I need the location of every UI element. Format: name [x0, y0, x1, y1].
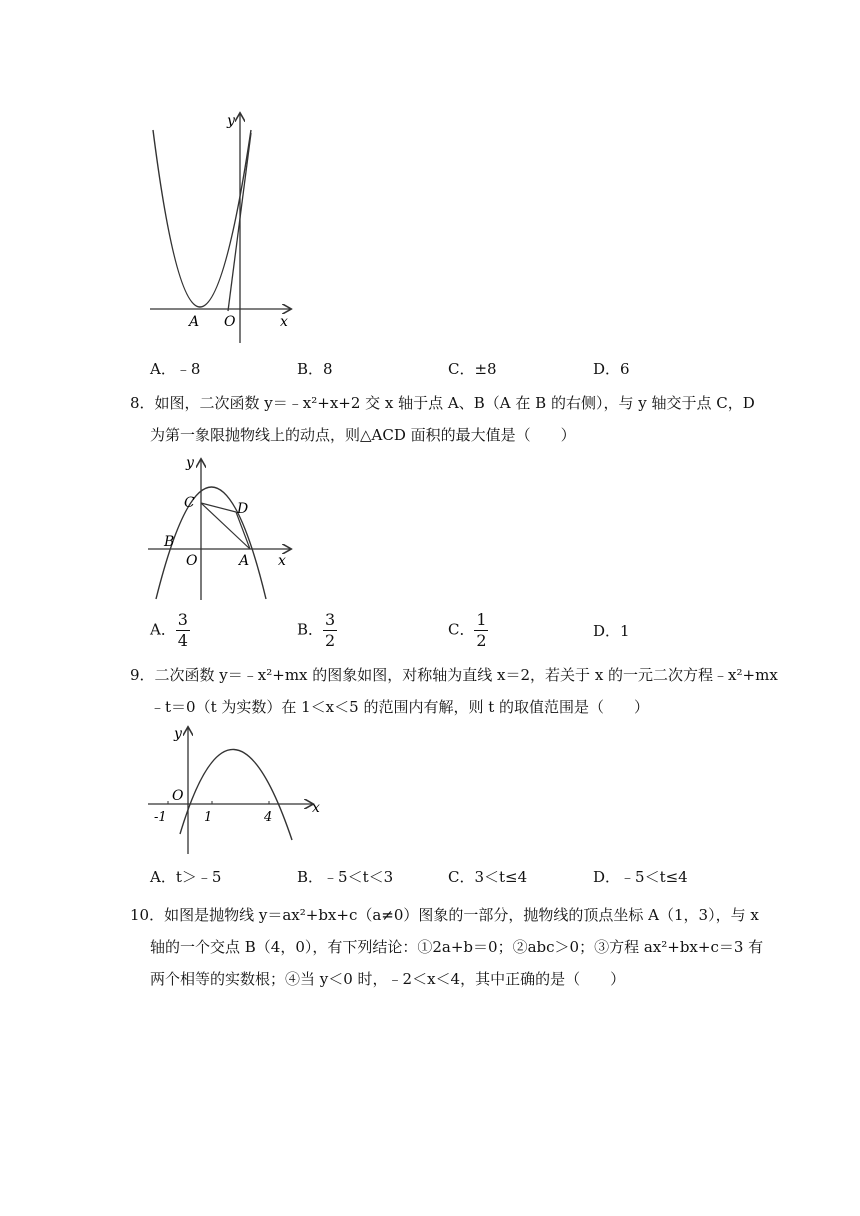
q7-point-a-label: A [189, 314, 200, 330]
q8-point-d-label: D [237, 501, 249, 517]
q8-origin-label: O [186, 553, 198, 569]
q9-y-label: y [174, 726, 182, 742]
q9-tick-4-label: 4 [264, 810, 273, 825]
q7-option-b: B．8 [297, 360, 333, 378]
q8-stem-line1: 8．如图，二次函数 y＝﹣x²+x+2 交 x 轴于点 A、B（A 在 B 的右侧），与 y 轴交于点 C，D [130, 394, 755, 412]
q8-segment-da [236, 512, 250, 549]
q8-point-a-label: A [239, 553, 250, 569]
q8-x-label: x [278, 553, 286, 569]
q8-point-c-label: C [184, 495, 195, 511]
q10-stem-line2: 轴的一个交点 B（4，0），有下列结论：①2a+b＝0；②abc＞0；③方程 ax²+bx+c＝3 有 [150, 938, 764, 956]
q7-y-label: y [227, 113, 235, 129]
q8-option-c: C． $\frac{1}{2}$ [448, 610, 487, 650]
q9-stem-line2: ﹣t＝0（t 为实数）在 1＜x＜5 的范围内有解，则 t 的取值范围是（ ） [150, 698, 650, 716]
q9-graph [140, 722, 330, 858]
q8-graph [140, 455, 300, 603]
q10-stem-line3: 两个相等的实数根；④当 y＜0 时，﹣2＜x＜4，其中正确的是（ ） [150, 970, 626, 988]
q8-stem-line2: 为第一象限抛物线上的动点，则△ACD 面积的最大值是（ ） [150, 426, 576, 444]
q7-origin-label: O [224, 314, 236, 330]
q7-graph [140, 108, 300, 348]
q9-option-d: D．﹣5＜t≤4 [593, 868, 688, 886]
q9-option-a: A．t＞﹣5 [150, 868, 222, 886]
q8-option-d: D．1 [593, 622, 630, 640]
q9-option-c: C．3＜t≤4 [448, 868, 528, 886]
q9-stem-line1: 9．二次函数 y＝﹣x²+mx 的图象如图，对称轴为直线 x＝2，若关于 x 的一元二次方程﹣x²+mx [130, 666, 778, 684]
q9-origin-label: O [172, 788, 184, 804]
q9-option-b: B．﹣5＜t＜3 [297, 868, 394, 886]
q8-option-a: A． $\frac{3}{4}$ [150, 610, 188, 650]
q7-option-c: C．±8 [448, 360, 497, 378]
q9-parabola [180, 749, 292, 840]
q7-option-a: A．﹣8 [150, 360, 201, 378]
q9-tick-neg1-label: -1 [154, 810, 167, 825]
q8-option-b: B． $\frac{3}{2}$ [297, 610, 336, 650]
q7-x-label: x [280, 314, 288, 330]
q8-point-b-label: B [164, 534, 175, 550]
q7-option-d: D．6 [593, 360, 630, 378]
q9-x-label: x [312, 800, 320, 816]
q10-stem-line1: 10．如图是抛物线 y＝ax²+bx+c（a≠0）图象的一部分，抛物线的顶点坐标 A（1，3），与 x [130, 906, 759, 924]
q8-y-label: y [186, 455, 194, 471]
q9-tick-1-label: 1 [204, 810, 213, 825]
q7-parabola [153, 130, 251, 307]
